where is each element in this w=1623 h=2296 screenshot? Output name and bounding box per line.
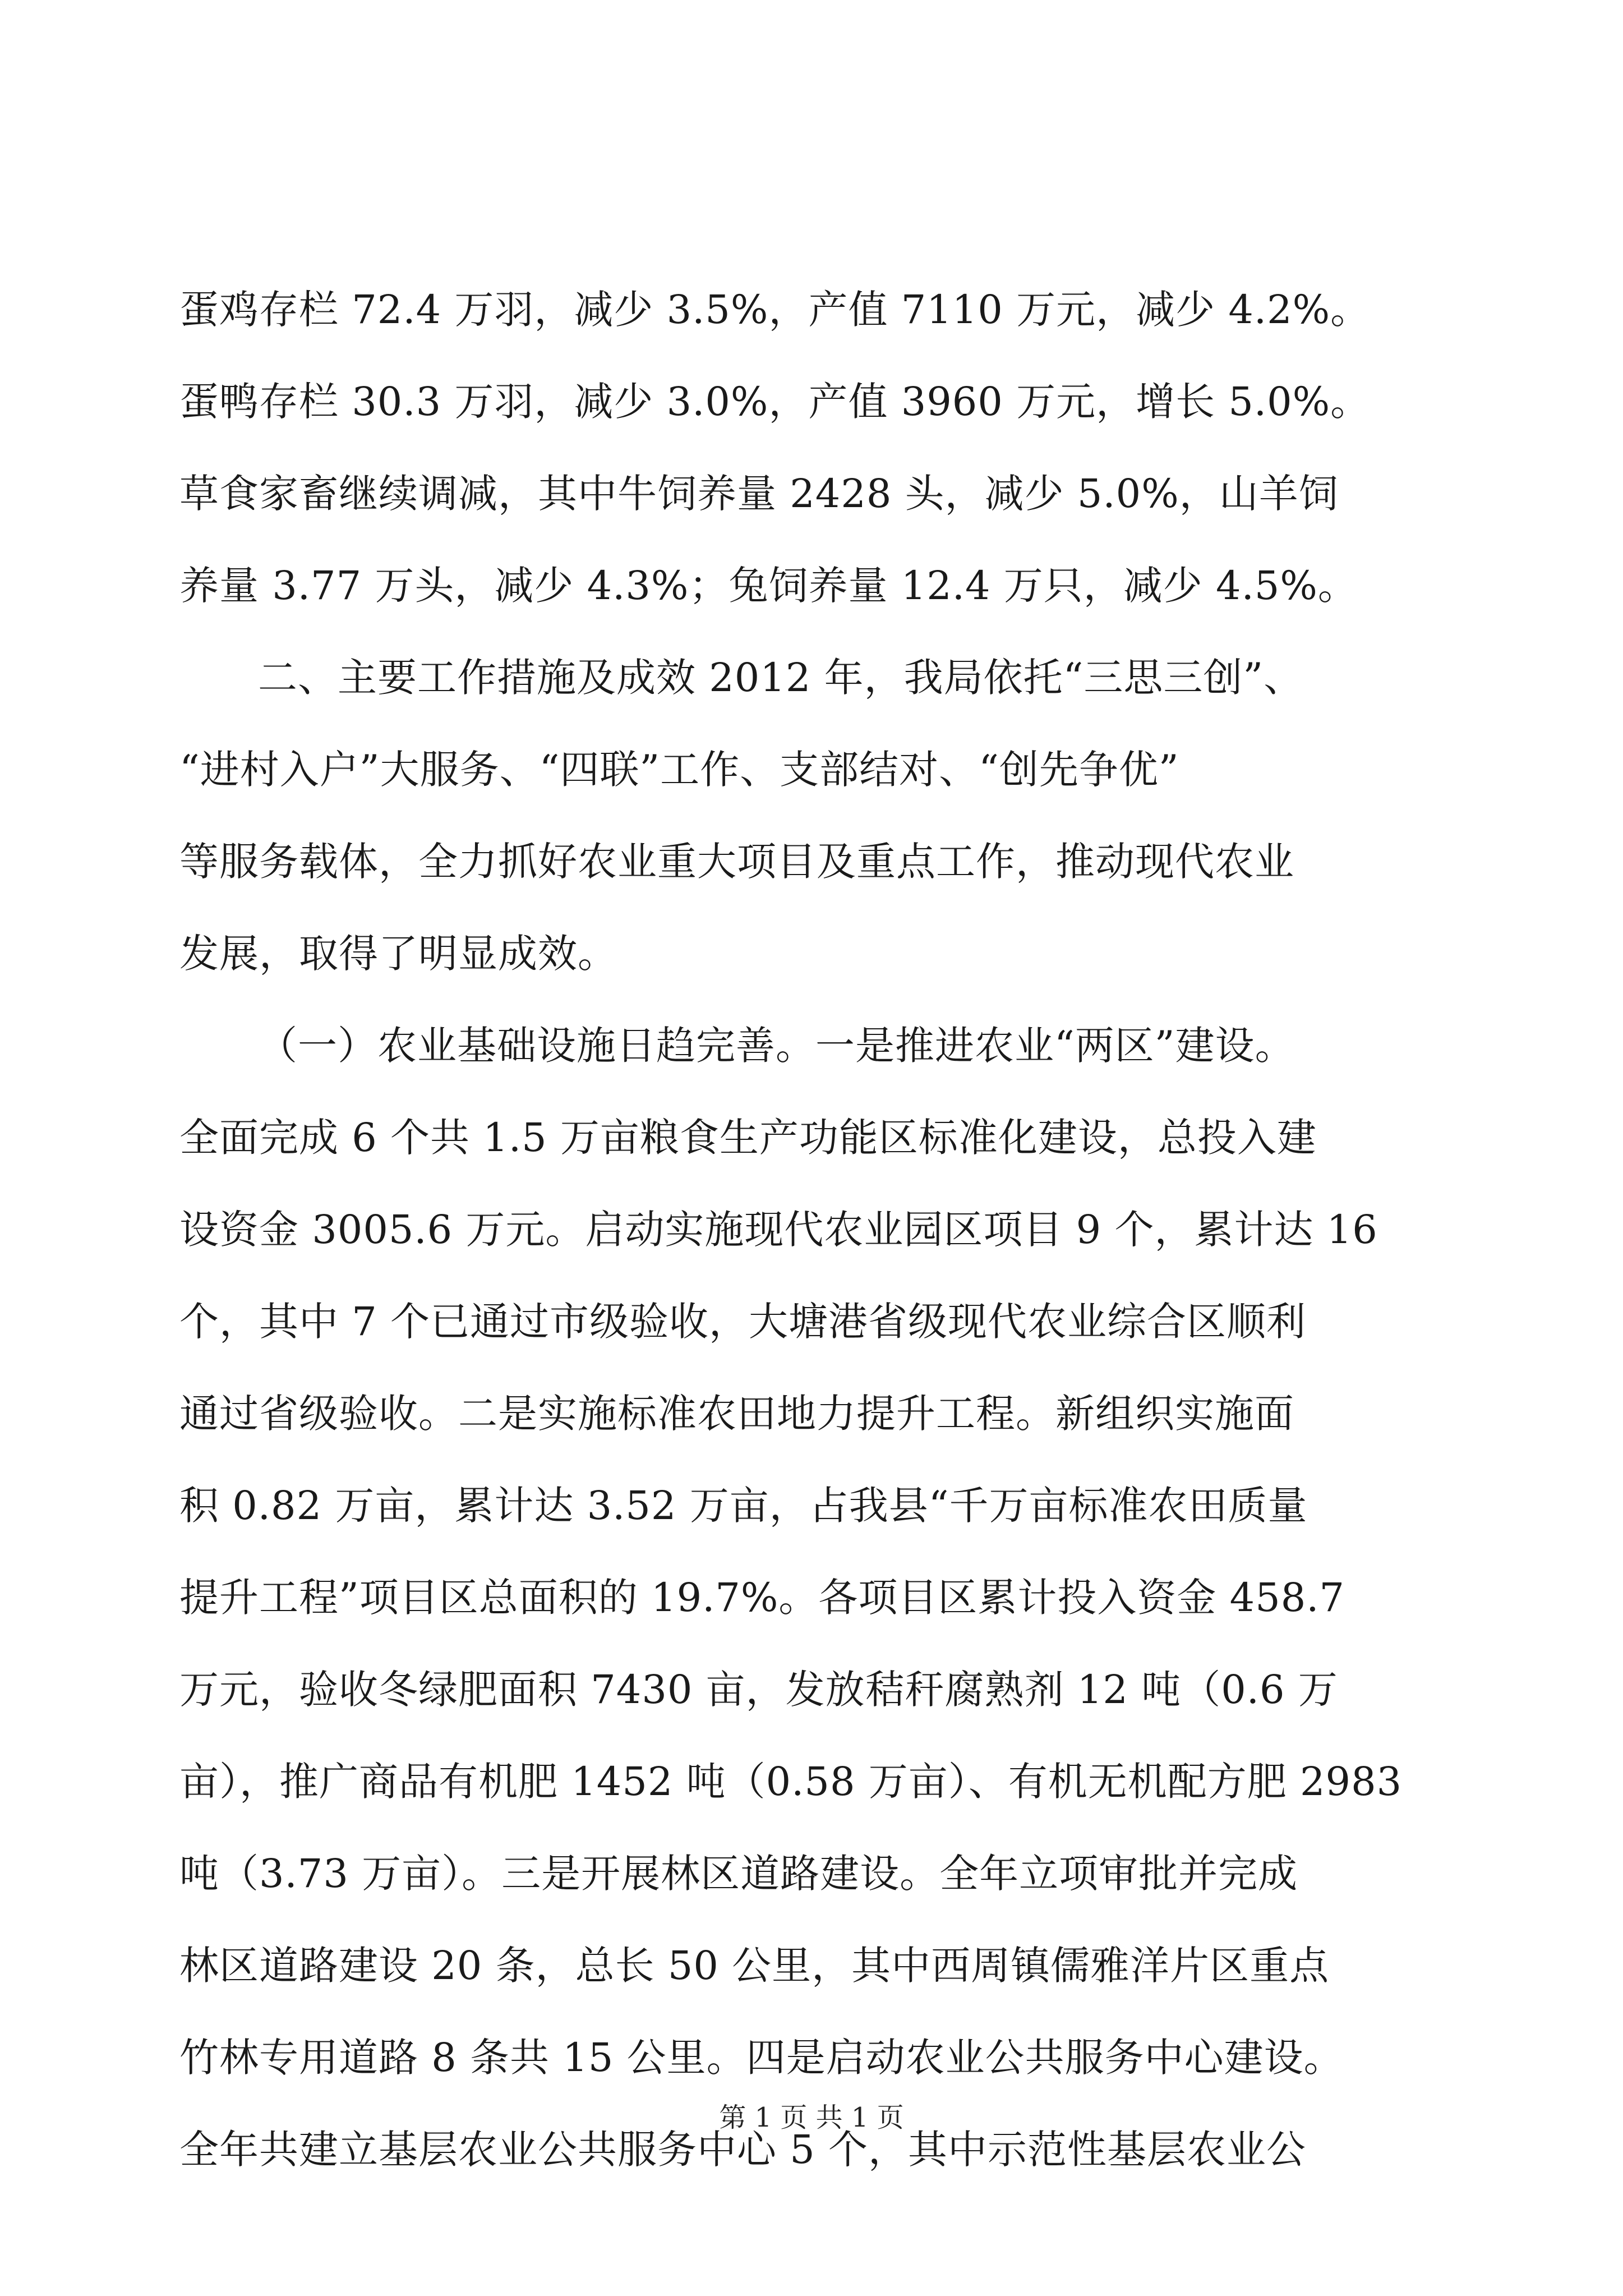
paragraph-line: 个，其中 7 个已通过市级验收，大塘港省级现代农业综合区顺利 (179, 1299, 1307, 1345)
paragraph-line: 发展，取得了明显成效。 (179, 931, 617, 977)
paragraph-line: 万元，验收冬绿肥面积 7430 亩，发放秸秆腐熟剂 12 吨（0.6 万 (179, 1667, 1338, 1713)
paragraph-line: 等服务载体，全力抓好农业重大项目及重点工作，推动现代农业 (179, 839, 1294, 885)
paragraph-line: 蛋鸭存栏 30.3 万羽，减少 3.0%，产值 3960 万元，增长 5.0%。 (179, 379, 1371, 425)
document-body (179, 264, 1458, 2196)
paragraph-line: 提升工程”项目区总面积的 19.7%。各项目区累计投入资金 458.7 (179, 1575, 1345, 1621)
paragraph-line: “进村入户”大服务、“四联”工作、支部结对、“创先争优” (179, 747, 1179, 793)
paragraph-line: 全面完成 6 个共 1.5 万亩粮食生产功能区标准化建设，总投入建 (179, 1115, 1317, 1161)
paragraph-line: 草食家畜继续调减，其中牛饲养量 2428 头，减少 5.0%，山羊饲 (179, 471, 1339, 517)
paragraph-line: 竹林专用道路 8 条共 15 公里。四是启动农业公共服务中心建设。 (179, 2035, 1344, 2081)
paragraph-line: 积 0.82 万亩，累计达 3.52 万亩，占我县“千万亩标准农田质量 (179, 1483, 1308, 1529)
paragraph-line: 吨（3.73 万亩）。三是开展林区道路建设。全年立项审批并完成 (179, 1851, 1298, 1897)
paragraph-line: 全年共建立基层农业公共服务中心 5 个，其中示范性基层农业公 (179, 2127, 1307, 2173)
paragraph-line: 亩），推广商品有机肥 1452 吨（0.58 万亩）、有机无机配方肥 2983 (179, 1759, 1403, 1805)
paragraph-line: 养量 3.77 万头，减少 4.3%；兔饲养量 12.4 万只，减少 4.5%。 (179, 563, 1358, 609)
paragraph-line: 通过省级验收。二是实施标准农田地力提升工程。新组织实施面 (179, 1391, 1294, 1437)
paragraph-line: 蛋鸡存栏 72.4 万羽，减少 3.5%，产值 7110 万元，减少 4.2%。 (179, 287, 1371, 333)
paragraph-line: （一）农业基础设施日趋完善。一是推进农业“两区”建设。 (258, 1023, 1295, 1069)
paragraph-line: 二、主要工作措施及成效 2012 年，我局依托“三思三创”、 (258, 655, 1304, 701)
page-number-footer: 第 1 页 共 1 页 (719, 2102, 904, 2133)
paragraph-line: 设资金 3005.6 万元。启动实施现代农业园区项目 9 个，累计达 16 (179, 1207, 1378, 1253)
paragraph-line: 林区道路建设 20 条，总长 50 公里，其中西周镇儒雅洋片区重点 (179, 1943, 1330, 1989)
